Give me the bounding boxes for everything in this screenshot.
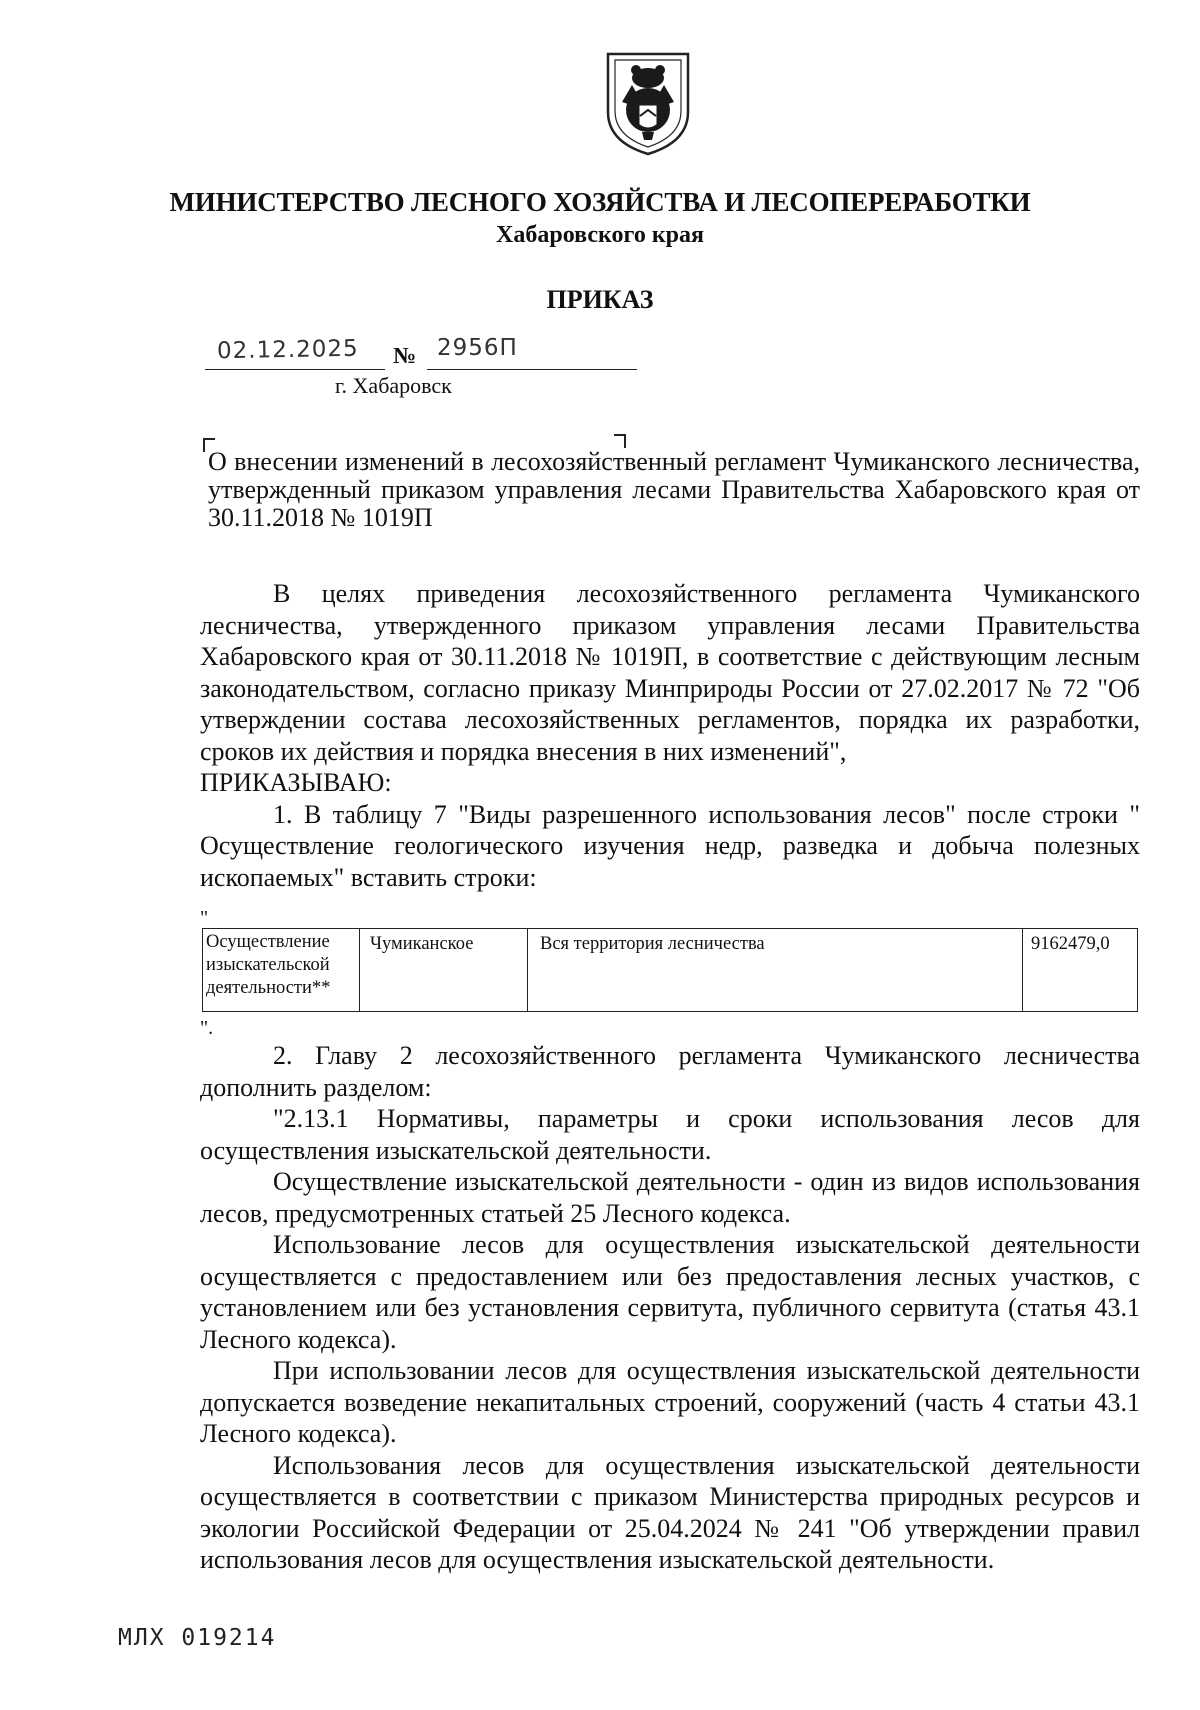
table-row [203, 929, 1138, 1012]
cell-forestry: Чумиканское [360, 929, 528, 1012]
paragraph-5: Использования лесов для осуществления изыскательской деятельности осуществляется в соответствии с приказом Министерства природных ресурсов и экологии Российской Федерации от 25.04.2024 № 241 "Об утверждении правил использования лесов для осуществления изыскательской деятельности. [200, 1450, 1140, 1574]
preamble-paragraph: В целях приведения лесохозяйственного регламента Чумиканского лесничества, утвержденного приказом управления лесами Правительства Хабаровского края от 30.11.2018 № 1019П, в соответствие с действующим лесным законодательством, согласно приказу Минприроды России от 27.02.2017 № 72 "Об утверждении состава лесохозяйственных регламентов, порядка их разработки, сроков их действия и порядка внесения в них изменений", [200, 579, 1140, 766]
section-2-13-1-heading: "2.13.1 Нормативы, параметры и сроки использования лесов для осуществления изыскательской деятельности. [200, 1104, 1140, 1165]
cell-area: 9162479,0 [1023, 929, 1138, 1012]
paragraph-4: При использовании лесов для осуществления изыскательской деятельности допускается возведение некапитальных строений, сооружений (часть 4 статьи 43.1 Лесного кодекса). [200, 1356, 1140, 1448]
number-sign: № [393, 343, 417, 368]
coat-of-arms-icon [602, 50, 694, 158]
table-quote-open: " [200, 907, 209, 929]
item-1-paragraph: 1. В таблицу 7 "Виды разрешенного использования лесов" после строки " Осуществление геологического изучения недр, разведка и добыча полезных ископаемых" вставить строки: [200, 799, 1140, 892]
item-2-paragraph: 2. Главу 2 лесохозяйственного регламента Чумиканского лесничества дополнить разделом: [200, 1041, 1140, 1102]
body-section-1 [200, 578, 1140, 893]
subject-corner-right [614, 434, 626, 448]
order-word: ПРИКАЗЫВАЮ: [200, 768, 392, 797]
body-section-2 [200, 1040, 1140, 1576]
ministry-name: МИНИСТЕРСТВО ЛЕСНОГО ХОЗЯЙСТВА И ЛЕСОПЕРЕРАБОТКИ [169, 187, 1031, 217]
order-number: 2956П [437, 335, 518, 361]
date-number-line [205, 335, 635, 371]
table-quote-close: ". [200, 1017, 214, 1039]
insert-table [202, 928, 1138, 1012]
city: г. Хабаровск [335, 373, 452, 398]
cell-territory: Вся территория лесничества [528, 929, 1023, 1012]
form-code: МЛХ 019214 [118, 1625, 277, 1651]
document-type: ПРИКАЗ [546, 285, 654, 314]
paragraph-3: Использование лесов для осуществления изыскательской деятельности осуществляется с предоставлением или без предоставления лесных участков, с установлением или без установления сервитута, публичного сервитута (статья 43.1 Лесного кодекса). [200, 1230, 1140, 1354]
number-underline [427, 369, 637, 370]
date-underline [205, 369, 385, 370]
paragraph-2: Осуществление изыскательской деятельности - один из видов использования лесов, предусмотренных статьей 25 Лесного кодекса. [200, 1167, 1140, 1228]
order-subject: О внесении изменений в лесохозяйственный регламент Чумиканского лесничества, утвержденный приказом управления лесами Правительства Хабаровского края от 30.11.2018 № 1019П [208, 447, 1140, 532]
order-date: 02.12.2025 [216, 335, 359, 365]
cell-activity: Осуществление изыскательской деятельности** [203, 929, 360, 1012]
region-name: Хабаровского края [496, 222, 704, 248]
